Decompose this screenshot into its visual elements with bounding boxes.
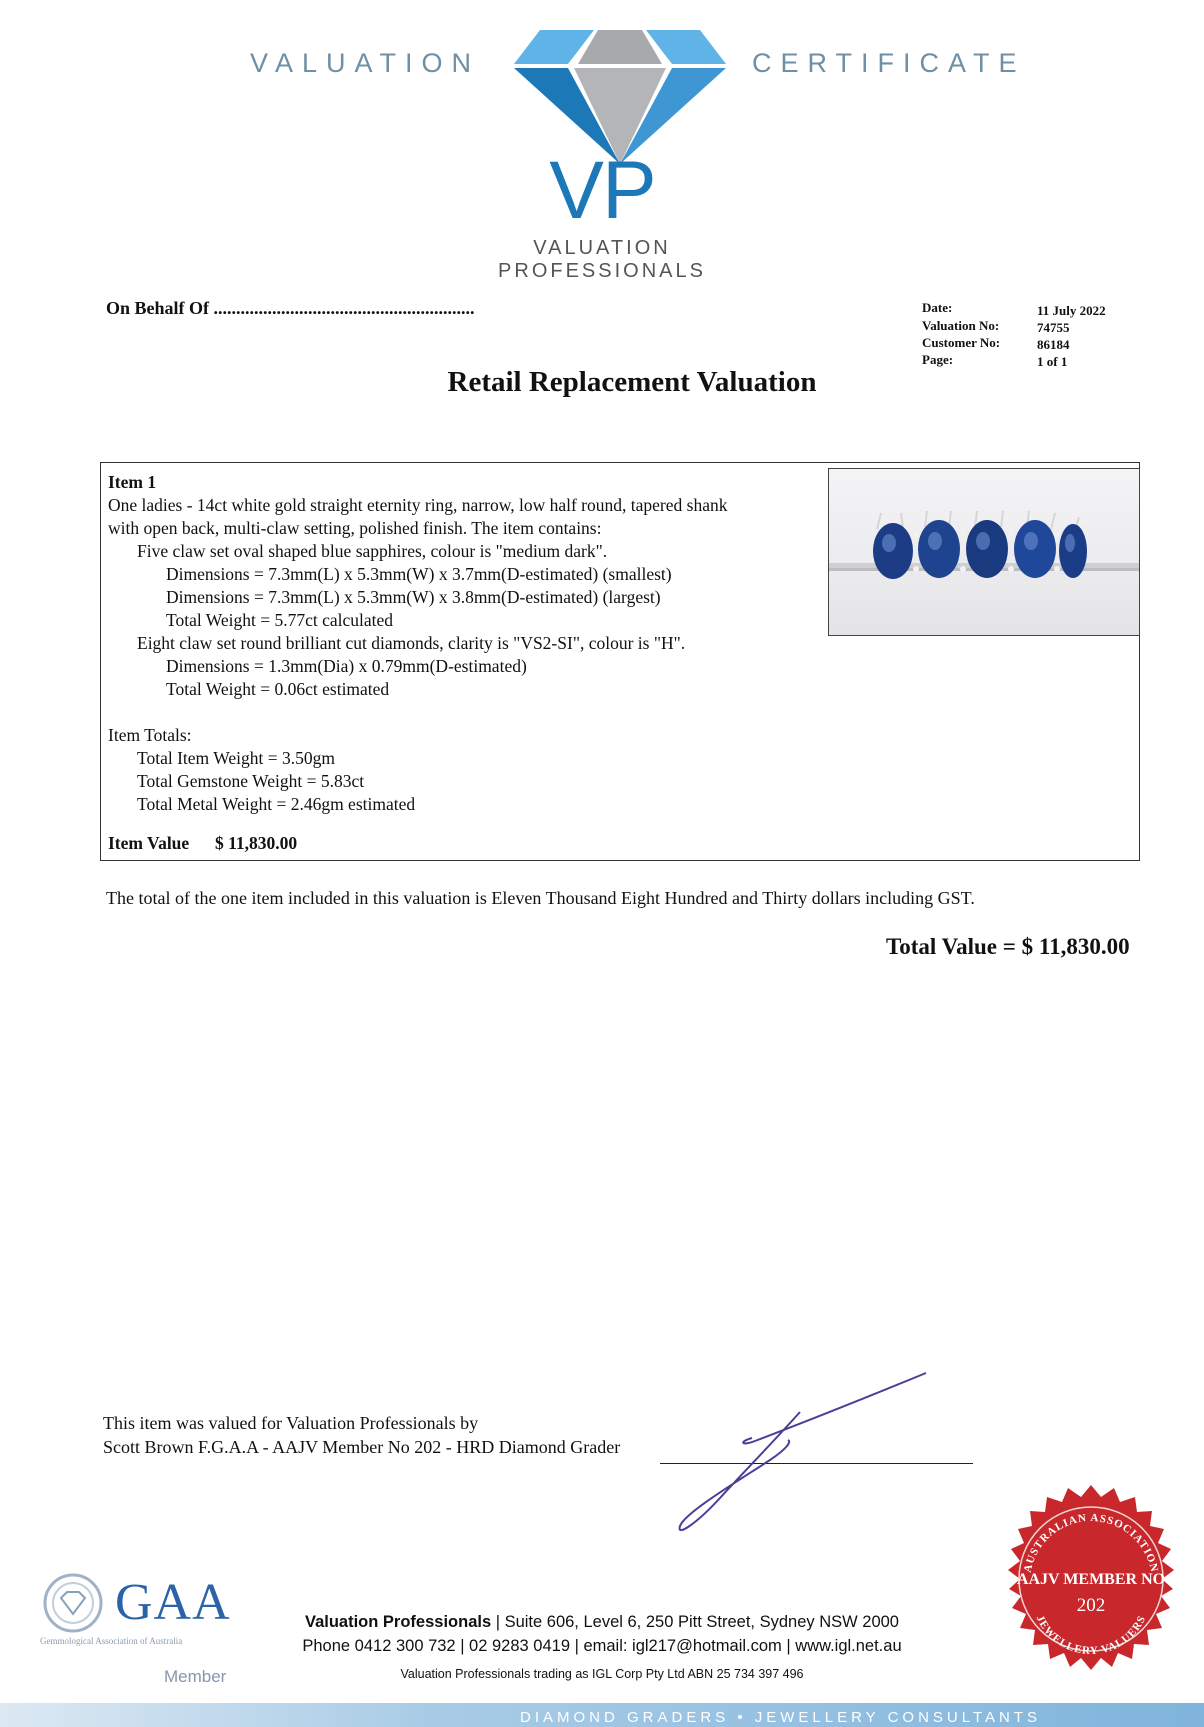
- on-behalf-of: On Behalf Of ..........................................................: [106, 298, 475, 318]
- logo-vp-letters: VP: [549, 145, 655, 236]
- ring-photo: [828, 468, 1140, 636]
- item-description-line: Dimensions = 7.3mm(L) x 5.3mm(W) x 3.8mm(D-estimated) (largest): [166, 587, 661, 607]
- diamond-facet-center: [578, 30, 662, 64]
- valuation-no-label: Valuation No:: [922, 318, 1000, 333]
- seal-member-text: AAJV MEMBER NO: [1016, 1571, 1166, 1588]
- gaa-member-text: Member: [164, 1667, 227, 1686]
- item-total-line: Total Metal Weight = 2.46gm estimated: [137, 794, 416, 814]
- header-word-valuation: VALUATION: [250, 48, 481, 78]
- item-description-line: Total Weight = 0.06ct estimated: [166, 679, 390, 699]
- date-label: Date:: [922, 300, 953, 315]
- gaa-association-text: Gemmological Association of Australia: [40, 1636, 183, 1646]
- page-label: Page:: [922, 352, 954, 367]
- valuer-line2: Scott Brown F.G.A.A - AAJV Member No 202 - HRD Diamond Grader: [103, 1437, 621, 1457]
- logo-subtitle-line1: VALUATION: [533, 237, 671, 259]
- document-title: Retail Replacement Valuation: [447, 366, 817, 398]
- company-trading-line: Valuation Professionals trading as IGL Corp Pty Ltd ABN 25 734 397 496: [400, 1667, 804, 1681]
- page-value: 1 of 1: [1037, 354, 1068, 369]
- footer-band-text: DIAMOND GRADERS • JEWELLERY CONSULTANTS: [520, 1709, 1042, 1726]
- item-total-line: Total Item Weight = 3.50gm: [137, 748, 335, 768]
- item-description-line: Eight claw set round brilliant cut diamonds, clarity is "VS2-SI", colour is "H".: [137, 633, 686, 653]
- item-value: $ 11,830.00: [215, 833, 298, 853]
- valuer-line1: This item was valued for Valuation Professionals by: [103, 1413, 479, 1433]
- logo-subtitle-line2: PROFESSIONALS: [498, 260, 706, 282]
- signature-image: [660, 1368, 940, 1538]
- company-name: Valuation Professionals: [304, 1613, 492, 1631]
- company-contact: Phone 0412 300 732 | 02 9283 0419 | email: igl217@hotmail.com | www.igl.net.au: [302, 1637, 902, 1655]
- total-summary-text: The total of the one item included in this valuation is Eleven Thousand Eight Hundred and Thirty dollars including GST.: [106, 888, 975, 908]
- company-address: | Suite 606, Level 6, 250 Pitt Street, Sydney NSW 2000: [495, 1613, 899, 1631]
- seal-bottom-arc: JEWELLERY VALUERS: [1033, 1613, 1149, 1658]
- item-description-line: Five claw set oval shaped blue sapphires, colour is "medium dark".: [137, 541, 608, 561]
- customer-no-value: 86184: [1037, 337, 1070, 352]
- item-description-line: Dimensions = 1.3mm(Dia) x 0.79mm(D-estimated): [166, 656, 527, 676]
- item-description-line: One ladies - 14ct white gold straight eternity ring, narrow, low half round, tapered shank: [108, 495, 728, 515]
- item-value-label: Item Value: [108, 833, 190, 853]
- header-word-certificate: CERTIFICATE: [752, 48, 1026, 78]
- item-totals-heading: Item Totals:: [108, 725, 192, 745]
- item-description-line: Total Weight = 5.77ct calculated: [166, 610, 394, 630]
- total-value: Total Value = $ 11,830.00: [886, 934, 1130, 959]
- gaa-logo-text: GAA: [115, 1574, 231, 1631]
- item-heading: Item 1: [108, 472, 157, 492]
- item-total-line: Total Gemstone Weight = 5.83ct: [137, 771, 365, 791]
- seal-member-number: 202: [1076, 1595, 1106, 1616]
- date-value: 11 July 2022: [1037, 303, 1106, 318]
- item-description-line: with open back, multi-claw setting, polished finish. The item contains:: [108, 518, 602, 538]
- item-description-line: Dimensions = 7.3mm(L) x 5.3mm(W) x 3.7mm(D-estimated) (smallest): [166, 564, 672, 584]
- valuation-no-value: 74755: [1037, 320, 1070, 335]
- customer-no-label: Customer No:: [922, 335, 1001, 350]
- sapphire-ring-image: [829, 469, 1139, 635]
- aajv-seal-icon: [992, 1483, 1190, 1681]
- seal-top-arc: AUSTRALIAN ASSOCIATION: [1021, 1511, 1161, 1574]
